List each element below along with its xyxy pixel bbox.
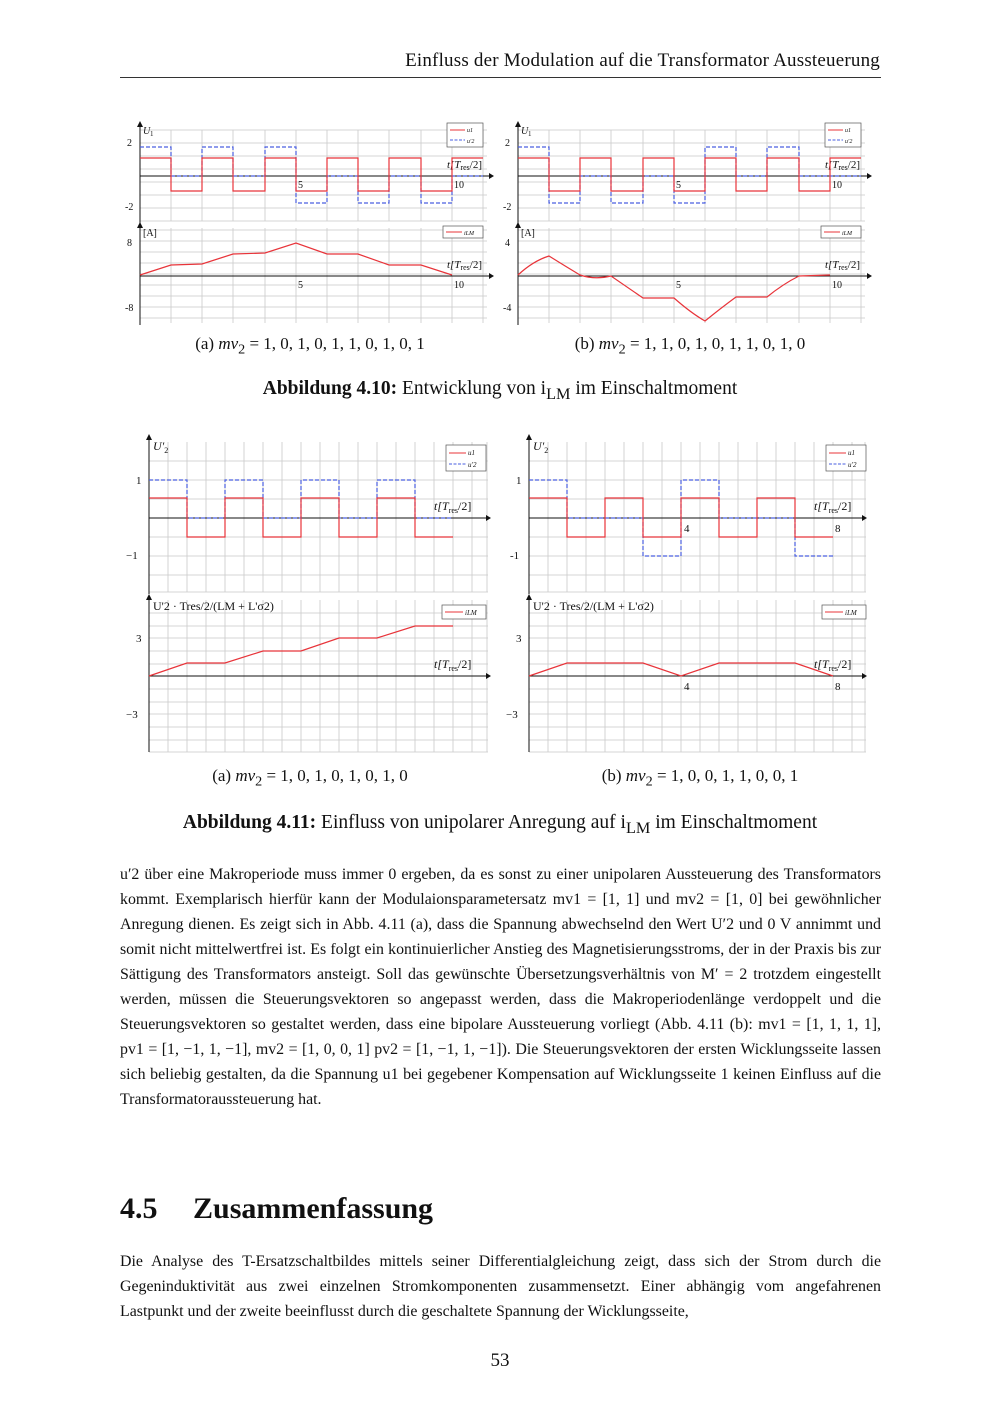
figure-caption-4-10: Abbildung 4.10: Entwicklung von $i_{LM}$ im Einschaltmoment — [262, 378, 738, 403]
paragraph-modulation: u′2 über eine Makroperiode muss immer 0 ergeben, da es sonst zu einer unipolaren Aussteuerung des Transformators kommt. Exemplarisch hierfür kann der Modulaionsparametersatz mv1 = [1, 1] und mv2 = [1, 0] bei gewöhnlicher Anregung dienen. Es zeigt sich in Abb. 4.11 (a), dass die Spannung abwechselnd den Wert U′2 und 0 V annimmt und somit nicht mittelwertfrei ist. Es folgt ein kontinuierlicher Anstieg des Magnetisierungsstroms, der in der Praxis bis zur Sättigung des Transformators ansteigt. Soll das gewünschte Übersetzungsverhältnis von M′ = 2 trotzdem eingestellt werden, müssen die Steuerungsvektoren so angepasst werden, dass die Makroperiodenlänge verdoppelt und die Steuerungsvektoren so gestaltet werden, dass eine bipolare Aussteuerung vorliegt (Abb. 4.11 (b): mv1 = [1, 1, 1, 1], pv1 = [1, −1, 1, −1], mv2 = [1, 0, 0, 1] pv2 = [1, −1, 1, −1]). Die Steuerungsvektoren der ersten Wicklungsseite lassen sich beliebig gestalten, da die Spannung u1 bei gegebener Kompensation auf Wicklungsseite 1 keinen Einfluss auf die Transformatoraussteuerung hat. — [120, 866, 881, 1108]
x-label: $t[T_{res}/2]$ — [434, 499, 472, 515]
subcaption-4-10a: (a) $mv_2 = 1$, 0, 1, 0, 1, 1, 0, 1, 0, 1 — [195, 334, 425, 358]
y-label: $U'_2$ — [153, 439, 169, 455]
x-tick: 5 — [298, 180, 303, 191]
y-label: U'2 · Tres/2/(LM + L'σ2) — [153, 599, 274, 613]
svg-text:iLM: iLM — [845, 609, 857, 617]
figure-4-11b — [494, 432, 869, 754]
figure-4-10a — [125, 118, 495, 330]
grid-4-11b-top — [529, 442, 866, 592]
grid-4-11a-top — [149, 442, 488, 592]
x-tick: 8 — [835, 681, 841, 693]
y-tick: -2 — [503, 202, 512, 213]
svg-text:iLM: iLM — [465, 609, 477, 617]
header-rule — [120, 77, 881, 78]
x-tick: 5 — [298, 280, 303, 291]
y-label: U — [521, 126, 529, 137]
y-label: [A] — [521, 228, 535, 239]
y-tick: 3 — [136, 633, 142, 645]
subcaption-4-11a: (a) $mv_2 = 1$, 0, 1, 0, 1, 0, 1, 0 — [212, 766, 408, 790]
paragraph-summary: Die Analyse des T-Ersatzschaltbildes mittels seiner Differentialgleichung zeigt, dass sich der Strom durch die Gegeninduktivität aus zwei einzelnen Stromkomponenten zusammensetzt. Einer abhängig vom angefahrenen Lastpunkt und der zweite beeinflusst durch die geschaltete Spannung der Wicklungsseite, — [120, 1253, 881, 1320]
svg-text:iLM: iLM — [464, 231, 475, 237]
svg-text:u′2: u′2 — [845, 139, 853, 145]
svg-text:u′2: u′2 — [848, 461, 857, 469]
y-label: U — [143, 126, 151, 137]
x-tick: 10 — [454, 180, 464, 191]
x-label: t[Tres/2] — [825, 159, 861, 172]
page-number: 53 — [490, 1350, 510, 1371]
section-heading: 4.5 Zusammenfassung — [120, 1192, 434, 1225]
x-tick: 5 — [676, 180, 681, 191]
x-label: $t[T_{res}/2]$ — [814, 499, 852, 515]
y-label: [A] — [143, 228, 157, 239]
y-label: $U'_2$ — [533, 439, 549, 455]
svg-text:u′2: u′2 — [467, 139, 475, 145]
legend — [442, 605, 486, 619]
legend — [821, 226, 861, 238]
y-tick: -8 — [125, 303, 134, 314]
svg-text:1: 1 — [528, 130, 532, 138]
x-tick: 10 — [832, 280, 842, 291]
legend — [826, 445, 866, 471]
y-tick: 4 — [505, 238, 510, 249]
svg-text:u1: u1 — [467, 128, 473, 134]
legend — [443, 226, 483, 238]
x-tick: 8 — [835, 523, 841, 535]
running-head: Einfluss der Modulation auf die Transformator Aussteuerung — [405, 50, 880, 71]
legend — [825, 123, 861, 147]
svg-text:u1: u1 — [848, 449, 855, 457]
y-tick: 8 — [127, 238, 132, 249]
figure-caption-4-11: Abbildung 4.11: Einfluss von unipolarer Anregung auf $i_{LM}$ im Einschaltmoment — [182, 812, 818, 837]
x-label: t[Tres/2] — [447, 259, 483, 272]
svg-text:iLM: iLM — [842, 231, 853, 237]
svg-text:u1: u1 — [468, 449, 475, 457]
x-tick: 4 — [684, 523, 690, 535]
svg-text:u′2: u′2 — [468, 461, 477, 469]
x-label: $t[T_{res}/2]$ — [434, 657, 472, 673]
y-tick: 3 — [516, 633, 522, 645]
x-tick: 4 — [684, 681, 690, 693]
y-tick: −3 — [126, 709, 138, 721]
x-tick: 10 — [832, 180, 842, 191]
series-u1 — [518, 158, 861, 191]
x-label: $t[T_{res}/2]$ — [814, 657, 852, 673]
svg-text:u1: u1 — [845, 128, 851, 134]
y-tick: -2 — [125, 202, 134, 213]
x-label: t[Tres/2] — [825, 259, 861, 272]
x-label: t[Tres/2] — [447, 159, 483, 172]
y-tick: 1 — [516, 475, 522, 487]
subcaption-4-10b: (b) $mv_2 = 1$, 1, 0, 1, 0, 1, 1, 0, 1, 0 — [574, 334, 806, 358]
y-tick: 2 — [505, 138, 510, 149]
y-tick: 1 — [136, 475, 142, 487]
y-tick: -4 — [503, 303, 512, 314]
y-tick: -1 — [510, 550, 520, 562]
x-tick: 10 — [454, 280, 464, 291]
y-tick: −1 — [126, 550, 138, 562]
svg-text:1: 1 — [150, 130, 154, 138]
y-label: U'2 · Tres/2/(LM + L'σ2) — [533, 599, 654, 613]
figure-4-11a — [118, 432, 493, 754]
figure-4-10b — [503, 118, 873, 330]
subcaption-4-11b: (b) $mv_2 = 1$, 0, 0, 1, 1, 0, 0, 1 — [601, 766, 799, 790]
legend — [446, 445, 486, 471]
legend — [447, 123, 483, 147]
x-tick: 5 — [676, 280, 681, 291]
y-tick: −3 — [506, 709, 518, 721]
y-tick: 2 — [127, 138, 132, 149]
series-u1 — [140, 158, 483, 191]
legend — [822, 605, 866, 619]
